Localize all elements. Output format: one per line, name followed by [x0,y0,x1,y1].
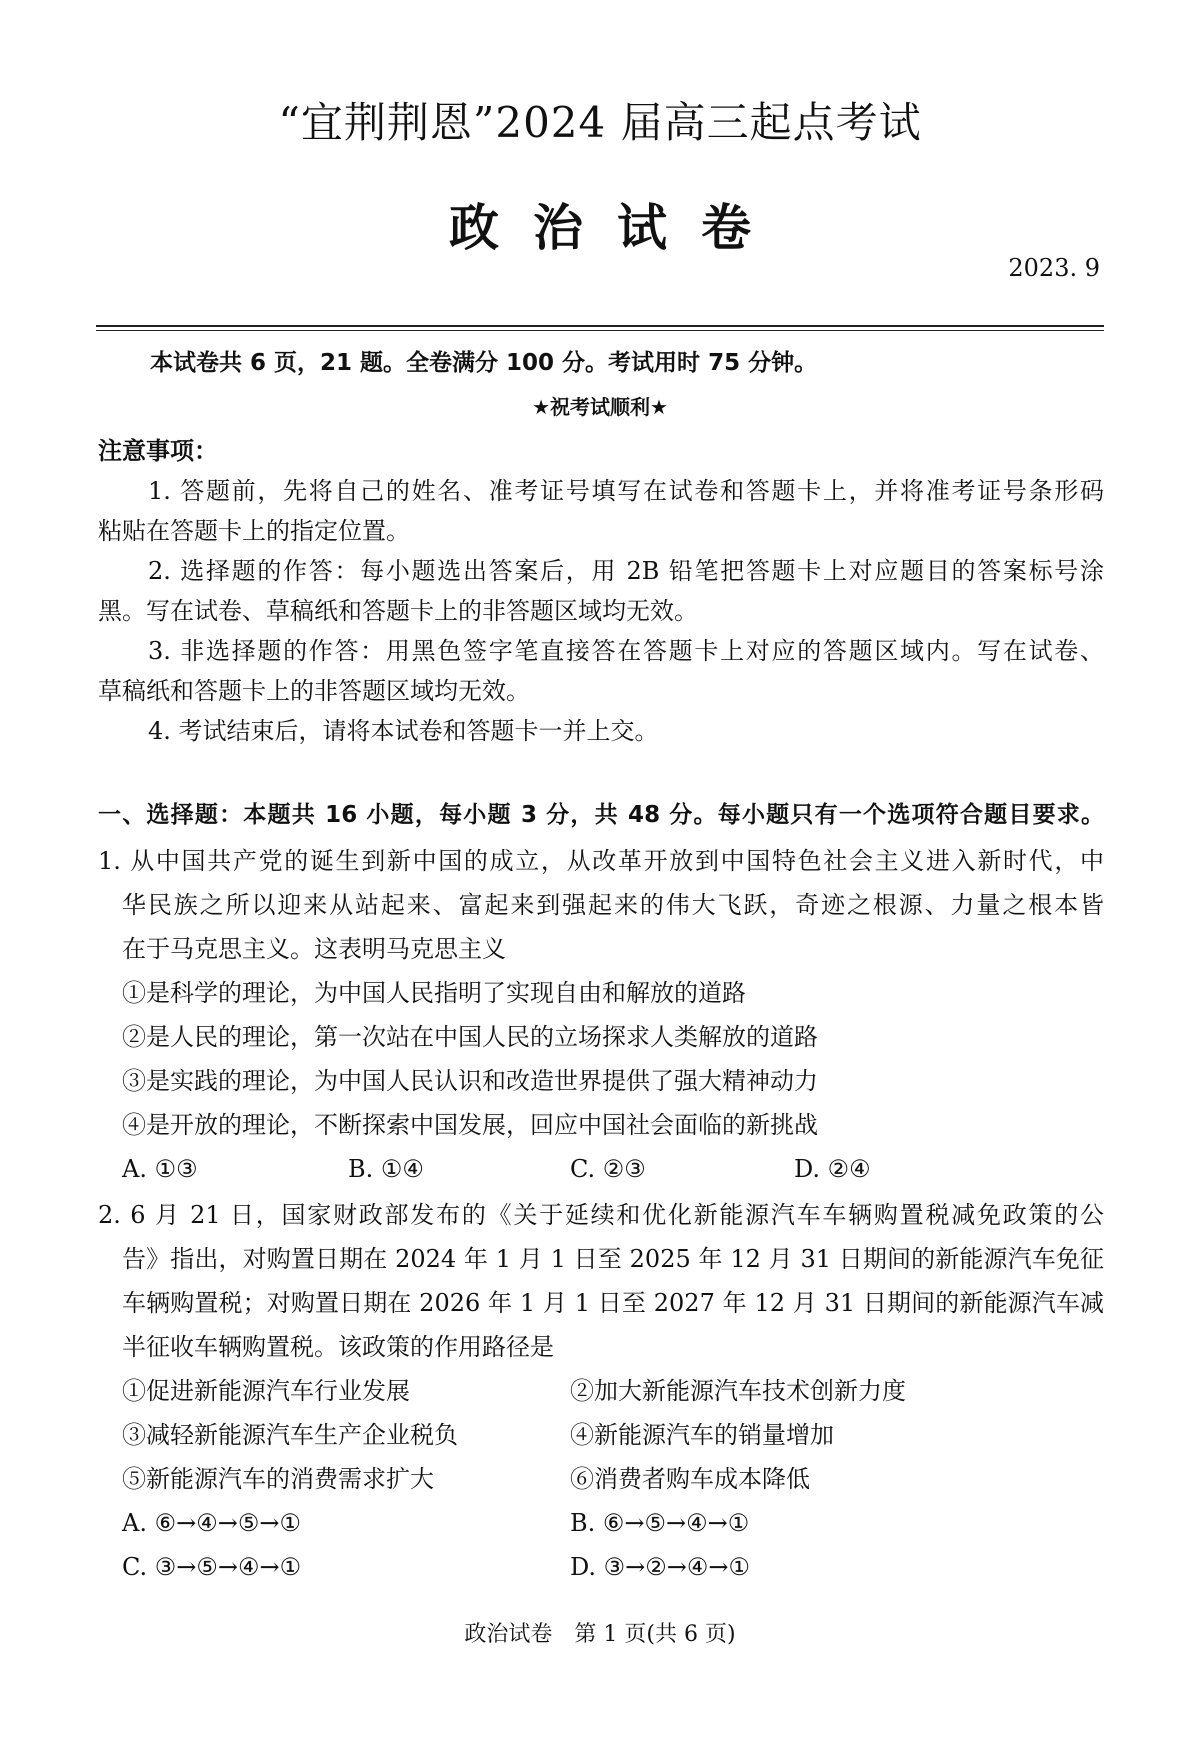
q1-stem-line: 华民族之所以迎来从站起来、富起来到强起来的伟大飞跃，奇迹之根源、力量之根本皆 [122,891,1104,919]
note-line: 草稿纸和答题卡上的非答题区域均无效。 [98,677,530,705]
note-line: 黑。写在试卷、草稿纸和答题卡上的非答题区域均无效。 [98,597,698,625]
note-line: 3. 非选择题的作答：用黑色签字笔直接答在答题卡上对应的答题区域内。写在试卷、 [148,637,1104,665]
q1-option-b: B. ①④ [348,1155,424,1183]
q1-stem-line: 在于马克思主义。这表明马克思主义 [122,935,506,963]
q2-statement: ③减轻新能源汽车生产企业税负 [122,1421,458,1449]
good-luck-wish: ★祝考试顺利★ [532,395,668,419]
note-line: 2. 选择题的作答：每小题选出答案后，用 2B 铅笔把答题卡上对应题目的答案标号涂 [148,557,1104,585]
q2-stem-line: 告》指出，对购置日期在 2024 年 1 月 1 日至 2025 年 12 月 31 日期间的新能源汽车免征 [122,1245,1104,1273]
exam-subject-title: 政治试卷 [449,199,785,257]
q2-option-d: D. ③→②→④→① [570,1553,751,1581]
q1-statement: ③是实践的理论，为中国人民认识和改造世界提供了强大精神动力 [122,1067,818,1095]
exam-summary: 本试卷共 6 页，21 题。全卷满分 100 分。考试用时 75 分钟。 [150,350,818,376]
q2-statement: ⑤新能源汽车的消费需求扩大 [122,1465,434,1493]
q1-statement: ④是开放的理论，不断探索中国发展，回应中国社会面临的新挑战 [122,1111,818,1139]
q2-statement: ①促进新能源汽车行业发展 [122,1377,410,1405]
q2-statement: ⑥消费者购车成本降低 [570,1465,810,1493]
q2-stem-line: 半征收车辆购置税。该政策的作用路径是 [122,1333,554,1361]
exam-title: “宜荆荆恩”2024 届高三起点考试 [278,98,922,147]
q2-statement: ②加大新能源汽车技术创新力度 [570,1377,906,1405]
q1-stem-line: 1. 从中国共产党的诞生到新中国的成立，从改革开放到中国特色社会主义进入新时代，中 [98,847,1104,875]
q2-option-b: B. ⑥→⑤→④→① [570,1509,750,1537]
header-divider-thin [96,330,1104,331]
note-line: 1. 答题前，先将自己的姓名、准考证号填写在试卷和答题卡上，并将准考证号条形码 [148,477,1104,505]
header-divider-thick [96,325,1104,327]
q1-option-d: D. ②④ [794,1155,871,1183]
q2-option-c: C. ③→⑤→④→① [122,1553,302,1581]
note-line: 粘贴在答题卡上的指定位置。 [98,517,410,545]
section-heading: 一、选择题：本题共 16 小题，每小题 3 分，共 48 分。每小题只有一个选项符合题目要求。 [98,802,1104,828]
notes-heading: 注意事项： [98,437,218,465]
q1-statement: ①是科学的理论，为中国人民指明了实现自由和解放的道路 [122,979,746,1007]
page-footer: 政治试卷 第 1 页(共 6 页) [464,1622,736,1647]
q1-statement: ②是人民的理论，第一次站在中国人民的立场探求人类解放的道路 [122,1023,818,1051]
q2-stem-line: 2. 6 月 21 日，国家财政部发布的《关于延续和优化新能源汽车车辆购置税减免政策的公 [98,1201,1104,1229]
exam-date: 2023. 9 [1008,254,1100,282]
q2-stem-line: 车辆购置税；对购置日期在 2026 年 1 月 1 日至 2027 年 12 月 31 日期间的新能源汽车减 [122,1289,1104,1317]
q2-statement: ④新能源汽车的销量增加 [570,1421,834,1449]
q1-option-c: C. ②③ [570,1155,646,1183]
q1-option-a: A. ①③ [122,1155,198,1183]
q2-option-a: A. ⑥→④→⑤→① [122,1509,301,1537]
note-line: 4. 考试结束后，请将本试卷和答题卡一并上交。 [148,717,659,745]
